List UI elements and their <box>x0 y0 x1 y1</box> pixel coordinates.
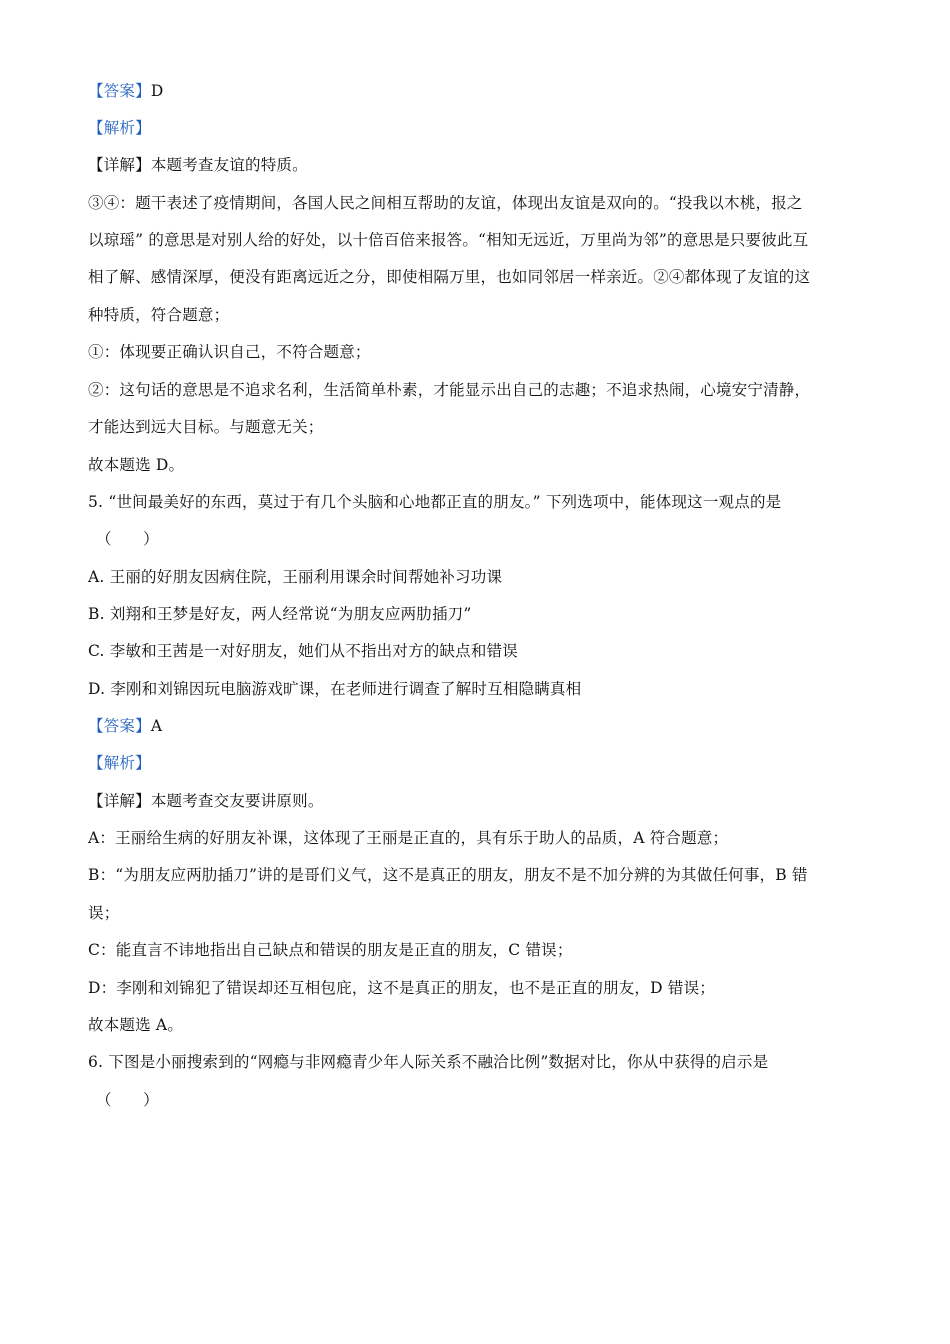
analysis-tag: 【解析】 <box>88 754 151 772</box>
detail-tag: 【详解】 <box>88 156 151 174</box>
q5-text-line: A：王丽给生病的好朋友补课，这体现了王丽是正直的，具有乐于助人的品质，A 符合题意； <box>88 829 729 847</box>
q5-text-line: C：能直言不讳地指出自己缺点和错误的朋友是正直的朋友，C 错误； <box>88 941 573 959</box>
q5-detail-line <box>88 791 324 811</box>
detail-text: 本题考查友谊的特质。 <box>150 156 308 174</box>
q5-option-d: D. 李刚和刘锦因玩电脑游戏旷课，在老师进行调查了解时互相隐瞒真相 <box>88 680 582 698</box>
q4-text-line: 才能达到远大目标。与题意无关； <box>88 418 324 436</box>
q5-text-line: D：李刚和刘锦犯了错误却还互相包庇，这不是真正的朋友，也不是正直的朋友，D 错误； <box>88 979 715 997</box>
answer-value: D <box>150 82 164 100</box>
answer-tag: 【答案】 <box>88 82 151 100</box>
q6-stem: 6. 下图是小丽搜索到的“网瘾与非网瘾青少年人际关系不融洽比例”数据对比，你从中获得的启示是 <box>88 1053 769 1071</box>
q5-stem-blank: （ ） <box>96 530 159 548</box>
q4-text-line: ②：这句话的意思是不追求名利，生活简单朴素，才能显示出自己的志趣；不追求热闹，心境安宁清静， <box>88 381 811 399</box>
q5-option-c: C. 李敏和王茜是一对好朋友，她们从不指出对方的缺点和错误 <box>88 642 518 660</box>
q5-text-line: 误； <box>88 904 120 922</box>
q4-text-line: ①：体现要正确认识自己，不符合题意； <box>88 343 371 361</box>
q4-conclusion: 故本题选 D。 <box>88 456 185 474</box>
analysis-tag: 【解析】 <box>88 119 151 137</box>
q4-text-line: ③④：题干表述了疫情期间，各国人民之间相互帮助的友谊，体现出友谊是双向的。“投我以木桃，报之 <box>88 194 803 212</box>
q5-conclusion: 故本题选 A。 <box>88 1016 184 1034</box>
q6-stem-blank: （ ） <box>96 1091 159 1109</box>
q4-analysis-tag <box>88 118 151 138</box>
answer-tag: 【答案】 <box>88 717 151 735</box>
q5-answer-line <box>88 716 162 736</box>
q5-analysis-tag <box>88 753 151 773</box>
q5-text-line: B：“为朋友应两肋插刀”讲的是哥们义气，这不是真正的朋友，朋友不是不加分辨的为其做任何事，B 错 <box>88 866 808 884</box>
q4-detail-line <box>88 155 308 175</box>
detail-tag: 【详解】 <box>88 792 151 810</box>
detail-text: 本题考查交友要讲原则。 <box>150 792 324 810</box>
q4-text-line: 种特质，符合题意； <box>88 306 230 324</box>
q4-text-line: 相了解、感情深厚，便没有距离远近之分，即使相隔万里，也如同邻居一样亲近。②④都体现了友谊的这 <box>88 268 811 286</box>
q5-option-b: B. 刘翔和王梦是好友，两人经常说“为朋友应两肋插刀” <box>88 605 472 623</box>
q5-option-a: A. 王丽的好朋友因病住院，王丽利用课余时间帮她补习功课 <box>88 568 503 586</box>
q4-answer-line <box>88 81 163 101</box>
q5-stem: 5. “世间最美好的东西，莫过于有几个头脑和心地都正直的朋友。” 下列选项中，能体现这一观点的是 <box>88 493 782 511</box>
answer-value: A <box>150 717 163 735</box>
q4-text-line: 以琼瑶” 的意思是对别人给的好处，以十倍百倍来报答。“相知无远近，万里尚为邻”的意思是只要彼此互 <box>88 231 809 249</box>
